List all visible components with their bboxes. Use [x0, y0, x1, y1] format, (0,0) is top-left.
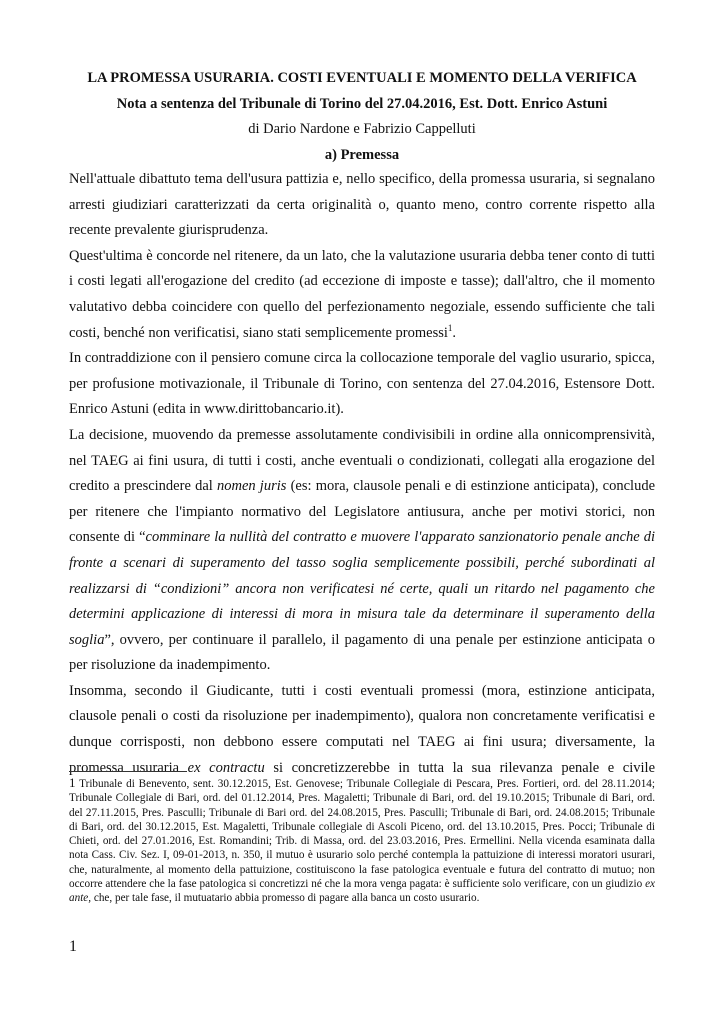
footnote-text-b: che, per tale fase, il mutuatario abbia promesso di pagare alla banca un costo usurario.: [91, 892, 480, 905]
footnote: [69, 776, 655, 906]
footnote-reference[interactable]: 1: [447, 322, 453, 333]
document-authors: di Dario Nardone e Fabrizio Cappelluti: [248, 121, 476, 137]
footnote-text-a: Tribunale di Benevento, sent. 30.12.2015, Est. Genovese; Tribunale Collegiale di Pescara, Pres. Fortieri, ord. del 28.11.2014; Tribunale Collegiale di Bari, ord. del 01.12.2014, Pres. Magaletti; Tribunale di Bari, ord. del 19.10.2015; Tribunale di Bari, ord. del 27.11.2015, Pres. Pasculli; Tribunale di Bari ord. del 24.08.2015, Pres. Pasculli; Tribunale di Bari, ord. 24.08.2015; Tribunale di Bari, ord. del 30.12.2015, Est. Magaletti, Tribunale collegiale di Ascoli Piceno, ord. del 13.10.2015, Pres. Pocci; Tribunale di Chieti, ord. del 27.01.2016, Est. Romandini; Trib. di Massa, ord. del 23.03.2016, Pres. Ermellini. Nella vicenda esaminata dalla nota Cass. Civ. Sez. I, 09-01-2013, n. 350, il mutuo è usurario solo perché contempla la pattuizione di interessi moratori usurari, che, naturalmente, al momento della pattuizione, costituiscono la fase patologica eventuale e futura del contratto di mutuo; non occorre attendere che la fase patologica si concretizzi né che la mora venga pagata: è sufficiente solo verificare, con un giudizio: [69, 778, 655, 891]
paragraph-4-italic-term: nomen juris: [216, 478, 287, 495]
section-heading: a) Premessa: [324, 147, 400, 163]
document-subtitle: Nota a sentenza del Tribunale di Torino del 27.04.2016, Est. Dott. Enrico Astuni: [116, 96, 608, 112]
paragraph-4-text-b: (es: mora, clausole penali e di estinzione anticipata), conclude per ritenere che l'impianto normativo del Legislatore antiusura, anche per motivi storici, non consente di “: [69, 478, 656, 546]
paragraph-4: [69, 423, 655, 679]
paragraph-4-text-c: ”, ovvero, per continuare il parallelo, il pagamento di una penale per estinzione anticipata o per risoluzione da inadempimento.: [69, 631, 655, 674]
paragraph-4-quotation: comminare la nullità del contratto e muovere l'apparato sanzionatorio penale anche di fronte a scenari di superamento del tasso soglia semplicemente possibili, perché subordinati al realizzarsi di “condizioni” ancora non verificatesi né certe, quali un ritardo nel pagamento che determini applicazione di interessi di mora in misura tale da determinare il superamento della soglia: [69, 529, 656, 648]
paragraph-4-text-a: La decisione, muovendo da premesse assolutamente condivisibili in ordine alla onnicomprensività, nel TAEG ai fini usura, di tutti i costi, anche eventuali o condizionati, collegati alla erogazione del credito a prescindere dal: [69, 426, 655, 495]
paragraph-1: Nell'attuale dibattuto tema dell'usura pattizia e, nello specifico, della promessa usuraria, si segnalano arresti giudiziari caratterizzati da certa originalità o, quanto meno, contro corrente rispetto alla recente prevalente giurisprudenza.: [69, 171, 655, 239]
paragraph-3: In contraddizione con il pensiero comune circa la collocazione temporale del vaglio usurario, spicca, per profusione motivazionale, il Tribunale di Torino, con sentenza del 27.04.2016, Estensore Dott. Enrico Astuni (edita in www.dirittobancario.it).: [69, 350, 655, 418]
document-title: LA PROMESSA USURARIA. COSTI EVENTUALI E MOMENTO DELLA VERIFICA: [87, 70, 637, 86]
footnote-italic: ex ante,: [69, 878, 655, 905]
paragraph-2: [69, 244, 655, 346]
footnote-separator: [69, 771, 187, 772]
paragraph-2-text: Quest'ultima è concorde nel ritenere, da un lato, che la valutazione usuraria debba tener conto di tutti i costi legati all'erogazione del credito (ad eccezione di imposte e tasse); dall'altro, che il momento valutativo debba coincidere con quello del perfezionamento negoziale, essendo sufficiente che tali costi, benché non verificatisi, siano stati semplicemente promessi: [69, 247, 655, 341]
paragraph-2-end: .: [452, 324, 457, 341]
page-number: 1: [69, 938, 77, 955]
body-text: [69, 167, 655, 781]
paragraph-5-text-a: Insomma, secondo il Giudicante, tutti i costi eventuali promessi (mora, estinzione anticipata, clausole penali o costi da risoluzione per inadempimento), qualora non concretamente verificatisi e dunque corrisposti, non debbono essere computati nel TAEG ai fini usura; diversamente, la promessa usuraria: [69, 682, 655, 776]
paragraph-5: [69, 679, 655, 781]
footnote-number: 1: [69, 775, 76, 790]
paragraph-5-italic-term: ex contractu: [187, 759, 265, 776]
paragraph-5-text-b: si concretizzerebbe in tutta la sua rilevanza penale e civile: [264, 759, 656, 776]
